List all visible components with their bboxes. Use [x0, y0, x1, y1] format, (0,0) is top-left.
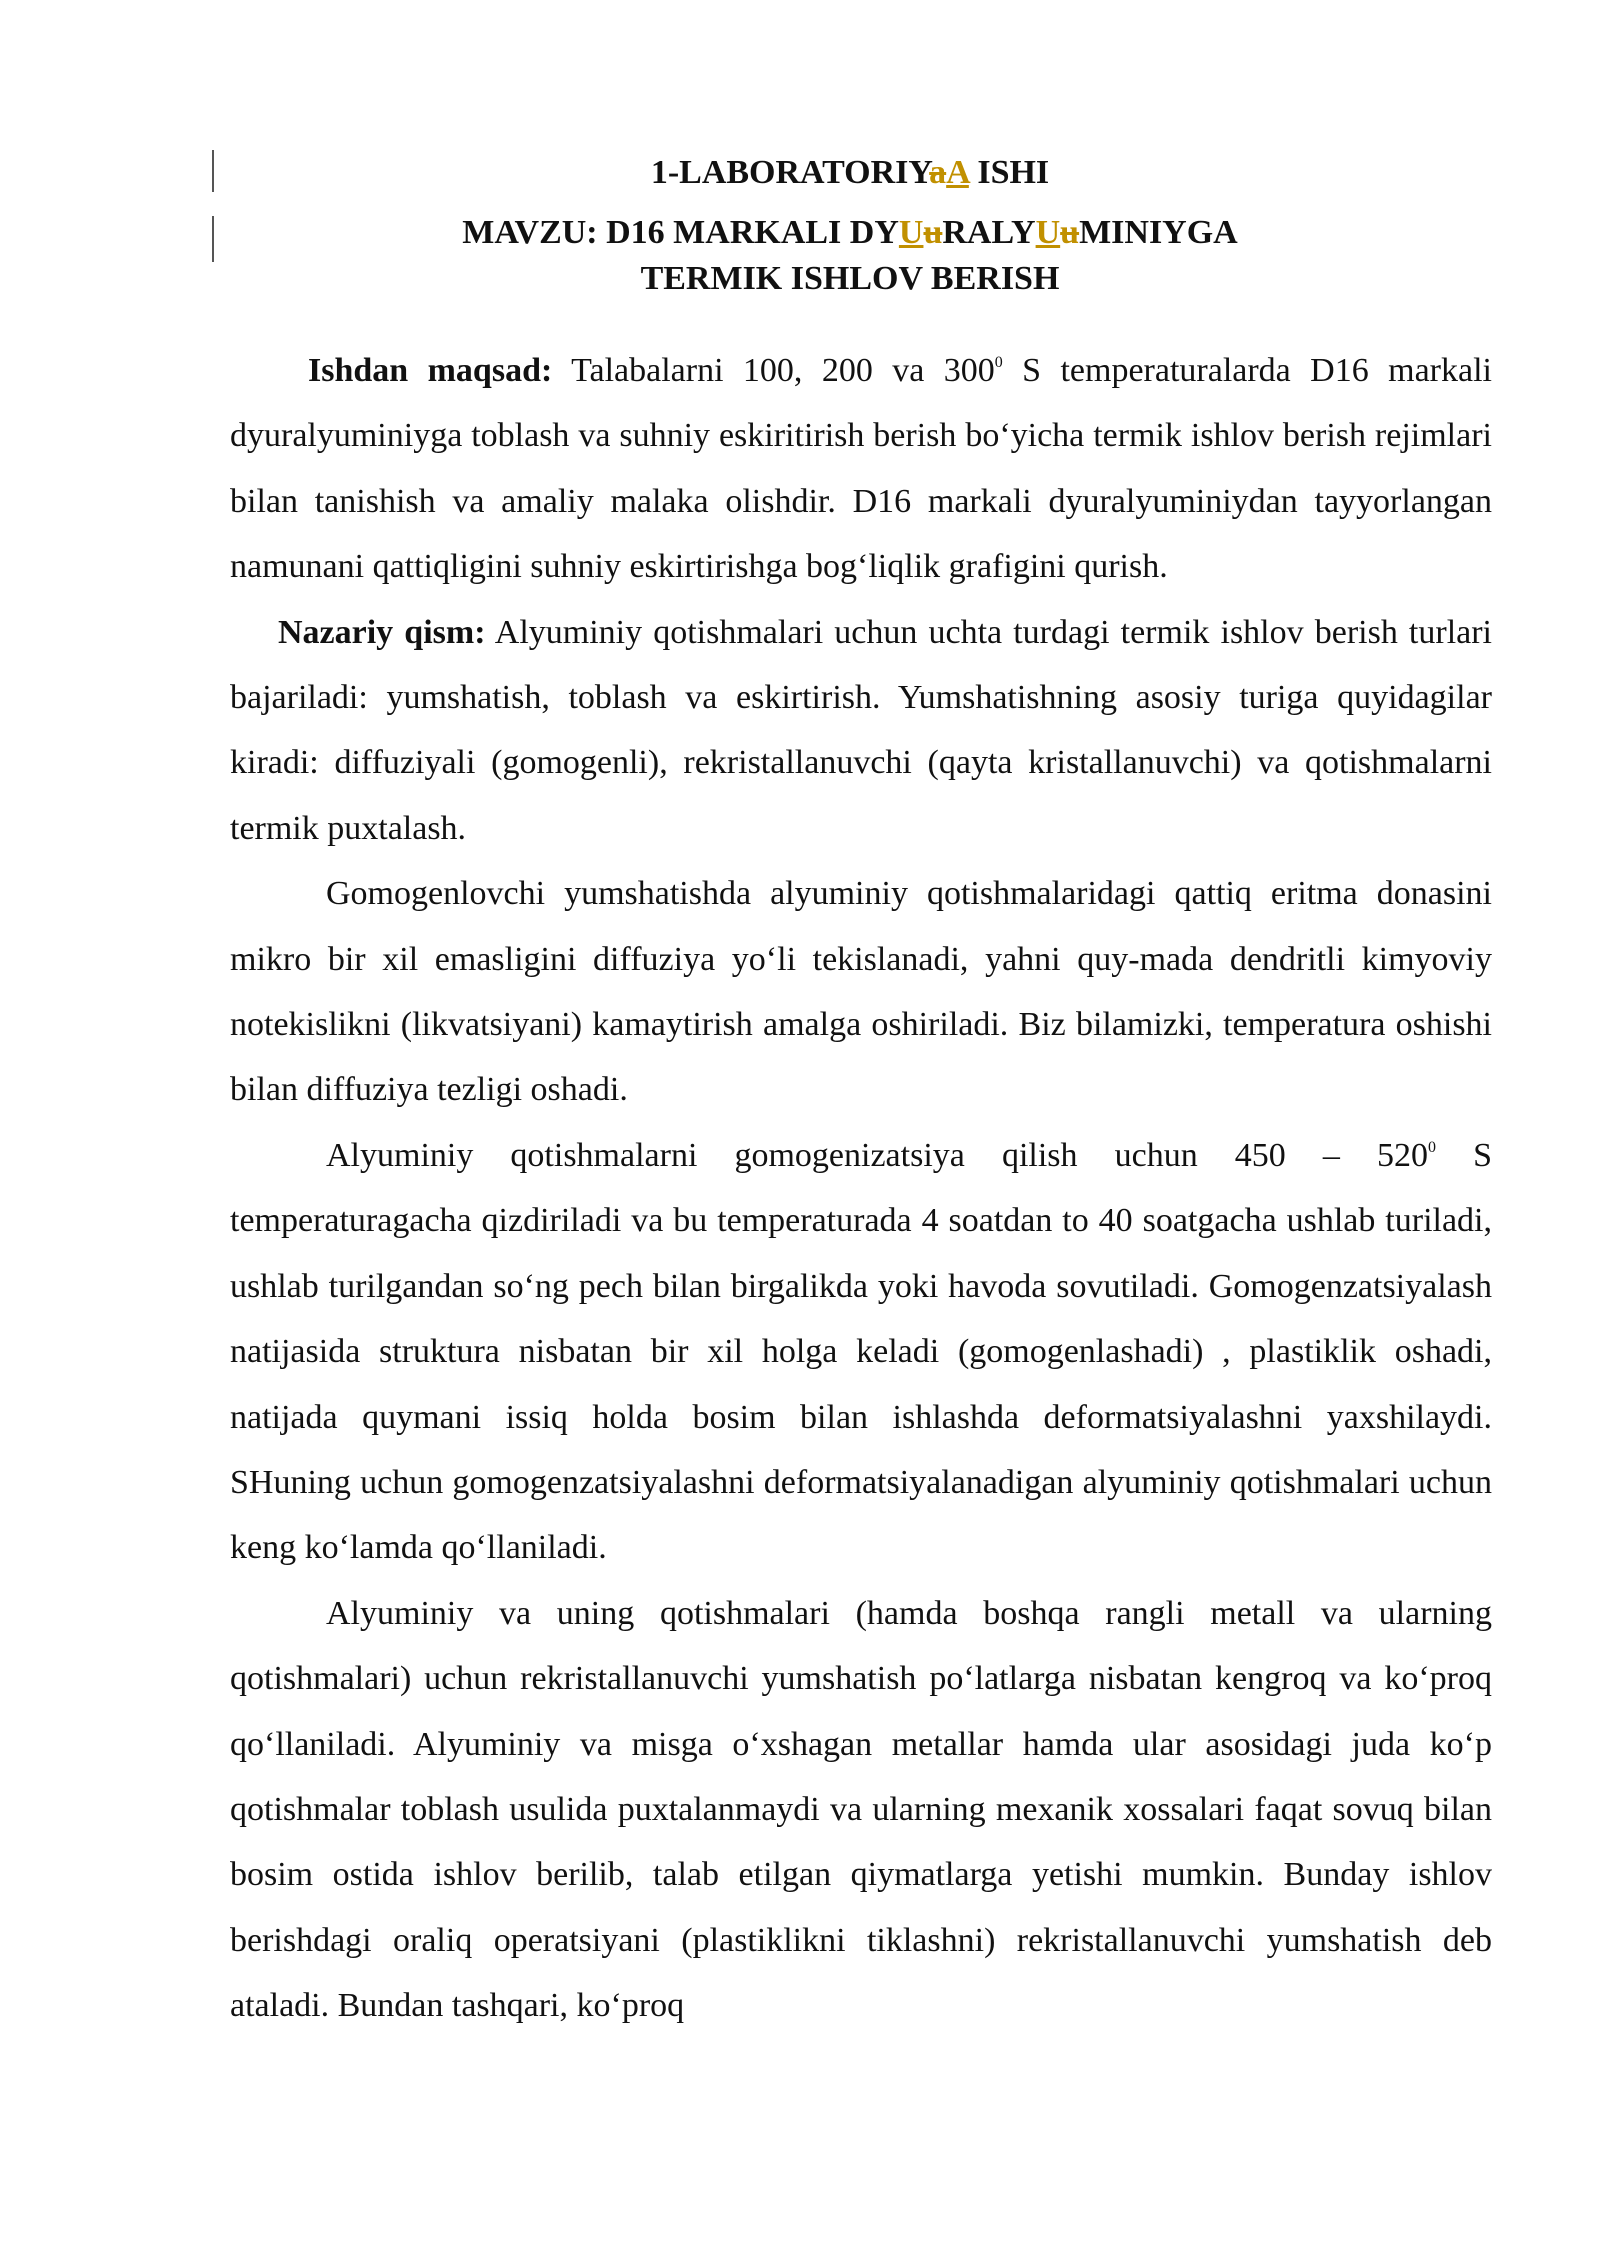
topic-title-line1: MAVZU: D16 MARKALI DYUuRALYUuMINIYGA — [462, 214, 1238, 251]
document-title — [230, 150, 1470, 302]
topic-title-line2: TERMIK ISHLOV BERISH — [640, 260, 1060, 297]
document-body — [230, 338, 1492, 2039]
tracked-deletion: u — [923, 214, 943, 251]
objective-label: Ishdan maqsad: — [308, 352, 553, 389]
tracked-deletion: a — [929, 154, 947, 191]
tracked-insertion: A — [946, 154, 969, 191]
tracked-deletion: u — [1060, 214, 1080, 251]
tracked-insertion: U — [898, 214, 924, 251]
lab-title: 1-LABORATORIYaA ISHI — [650, 154, 1050, 191]
paragraph-homogenization-temperature: Alyuminiy qotishmalarni gomogenizatsiya qilish uchun $450 - 520^0$ S temperaturagacha qizdiriladi va bu temperaturada 4 soatdan to 40 soatgacha ushlab turiladi, ushlab turilgandan so‘ng pech bilan birgalikda yoki havoda sovutiladi. Gomogenzatsiyalash natijasida struktura nisbatan bir xil holga keladi (gomogenlashadi) , plastiklik oshadi, natijada quymani issiq holda bosim bilan ishlashda deformatsiyalashni yaxshilaydi. SHuning uchun gomogenzatsiyalashni deformatsiyalanadigan alyuminiy qotishmalari uchun keng ko‘lamda qo‘llaniladi. — [230, 1136, 1492, 1567]
tracked-insertion: U — [1035, 214, 1061, 251]
theory-label: Nazariy qism: — [278, 613, 486, 651]
paragraph-objective: Ishdan maqsad: Talabalarni 100, 200 va $300^0$ S temperaturalarda D16 markali dyuralyuminiyga toblash va suhniy eskiritirish berish bo‘yicha termik ishlov berish rejimlari bilan tanishish va amaliy malaka olishdir. D16 markali dyuralyuminiydan tayyorlangan namunani qattiqligini suhniy eskirtirishga bog‘liqlik grafigini qurish. — [230, 352, 1492, 586]
paragraph-recrystallization: Alyuminiy va uning qotishmalari (hamda boshqa rangli metall va ularning qotishmalari) uchun rekristallanuvchi yumshatish po‘latlarga nisbatan kengroq va ko‘proq qo‘llaniladi. Alyuminiy va misga o‘xshagan metallar hamda ular asosidagi juda ko‘p qotishmalar toblash usulida puxtalanmaydi va ularning mexanik xossalari faqat sovuq bilan bosim ostida ishlov berilib, talab etilgan qiymatlarga yetishi mumkin. Bunday ishlov berishdagi oraliq operatsiyani (plastiklikni tiklashni) rekristallanuvchi yumshatish deb ataladi. Bundan tashqari, ko‘proq — [230, 1594, 1492, 2025]
revision-change-bar — [212, 216, 214, 262]
paragraph-theory: Nazariy qism: Alyuminiy qotishmalari uchun uchta turdagi termik ishlov berish turlari bajariladi: yumshatish, toblash va eskirtirish. Yumshatishning asosiy turiga quyidagilar kiradi: diffuziyali (gomogenli), rekristallanuvchi (qayta kristallanuvchi) va qotishmalarni termik puxtalash. — [230, 613, 1492, 847]
revision-change-bar — [212, 150, 214, 192]
paragraph-homogenizing: Gomogenlovchi yumshatishda alyuminiy qotishmalaridagi qattiq eritma donasini mikro bir xil emasligini diffuziya yo‘li tekislanadi, yahni quy-mada dendritli kimyoviy notekislikni (likvatsiyani) kamaytirish amalga oshiriladi. Biz bilamizki, temperatura oshishi bilan diffuziya tezligi oshadi. — [230, 875, 1492, 1109]
